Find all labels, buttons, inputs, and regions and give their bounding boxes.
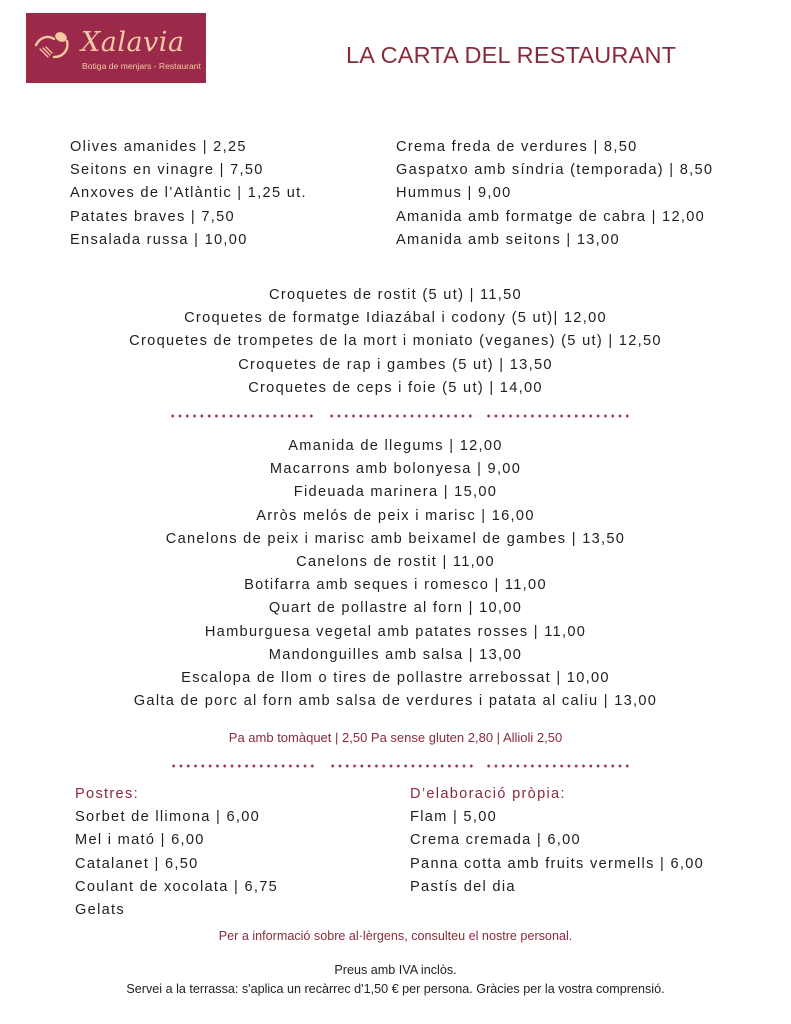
spoon-fork-icon: [34, 27, 74, 65]
menu-item: Olives amanides | 2,25: [70, 139, 247, 155]
menu-item: Crema freda de verdures | 8,50: [396, 139, 638, 155]
menu-item: Mel i mató | 6,00: [75, 832, 205, 849]
page-title: LA CARTA DEL RESTAURANT: [346, 42, 677, 68]
menu-item: Croquetes de trompetes de la mort i moniato (veganes) (5 ut) | 12,50: [129, 333, 662, 350]
menu-item: Arròs melós de peix i marisc | 16,00: [256, 507, 535, 524]
starters-left: [70, 136, 307, 252]
menu-item: Pastís del dia: [410, 878, 516, 895]
menu-item: Galta de porc al forn amb salsa de verdures i patata al caliu | 13,00: [133, 693, 658, 710]
menu-item: Croquetes de ceps i foie (5 ut) | 14,00: [248, 379, 543, 396]
menu-item: Patates braves | 7,50: [70, 208, 235, 225]
desserts-right: [410, 783, 704, 899]
divider-dots: [485, 764, 631, 768]
terrace-note: Servei a la terrassa: s'aplica un recàrrec d'1,50 € per persona. Gràcies per la vostra comprensió.: [126, 982, 665, 996]
menu-item: Sorbet de llimona | 6,00: [75, 809, 261, 826]
menu-item: Gelats: [75, 901, 125, 918]
dotted-divider: [0, 414, 791, 418]
menu-item: Flam | 5,00: [410, 809, 498, 826]
menu-item: Macarrons amb bolonyesa | 9,00: [269, 461, 522, 478]
menu-item: Botifarra amb seques i romesco | 11,00: [244, 577, 547, 594]
menu-item: Croquetes de rostit (5 ut) | 11,50: [269, 287, 522, 303]
dotted-divider: [0, 764, 791, 768]
menu-item: Ensalada russa | 10,00: [70, 231, 248, 248]
allergens-note: Per a informació sobre al·lèrgens, consulteu el nostre personal.: [218, 929, 573, 943]
menu-item: Mandonguilles amb salsa | 13,00: [268, 646, 523, 663]
menu-item: Coulant de xocolata | 6,75: [75, 878, 279, 895]
divider-dots: [328, 414, 474, 418]
logo-name: Xalavia: [81, 27, 185, 58]
desserts-left: [75, 783, 278, 922]
menu-item: Canelons de peix i marisc amb beixamel de gambes | 13,50: [165, 530, 626, 547]
divider-dots: [169, 414, 315, 418]
menu-item: Crema cremada | 6,00: [410, 832, 581, 849]
logo: [26, 13, 206, 83]
extras-line: Pa amb tomàquet | 2,50 Pa sense gluten 2,80 | Allioli 2,50: [228, 730, 563, 745]
section-heading-postres: Postres:: [75, 786, 139, 802]
menu-item: Gaspatxo amb síndria (temporada) | 8,50: [396, 162, 714, 179]
menu-item: Hummus | 9,00: [396, 185, 512, 202]
menu-item: Escalopa de llom o tires de pollastre arrebossat | 10,00: [181, 669, 610, 686]
menu-item: Anxoves de l’Atlàntic | 1,25 ut.: [70, 185, 307, 202]
menu-item: Fideuada marinera | 15,00: [293, 484, 498, 501]
menu-item: Canelons de rostit | 11,00: [296, 553, 495, 570]
menu-item: Hamburguesa vegetal amb patates rosses | 11,00: [204, 623, 587, 640]
logo-tagline: Botiga de menjars - Restaurant: [82, 61, 201, 71]
menu-item: Amanida de llegums | 12,00: [288, 438, 503, 454]
divider-dots: [329, 764, 475, 768]
starters-right: [396, 136, 713, 252]
mains-list: [0, 435, 791, 713]
menu-item: Panna cotta amb fruits vermells | 6,00: [410, 855, 705, 872]
divider-dots: [485, 414, 631, 418]
menu-item: Amanida amb seitons | 13,00: [396, 231, 620, 248]
menu-item: Croquetes de formatge Idiazábal i codony (5 ut)| 12,00: [184, 310, 607, 327]
section-heading-elaboracio: D’elaboració pròpia:: [410, 786, 566, 802]
menu-item: Croquetes de rap i gambes (5 ut) | 13,50: [238, 356, 553, 373]
croquetes-list: [0, 284, 791, 400]
divider-dots: [170, 764, 316, 768]
menu-item: Quart de pollastre al forn | 10,00: [268, 600, 523, 617]
vat-note: Preus amb IVA inclòs.: [334, 963, 457, 977]
menu-item: Seitons en vinagre | 7,50: [70, 162, 264, 179]
menu-item: Amanida amb formatge de cabra | 12,00: [396, 208, 706, 225]
menu-item: Catalanet | 6,50: [75, 855, 199, 872]
